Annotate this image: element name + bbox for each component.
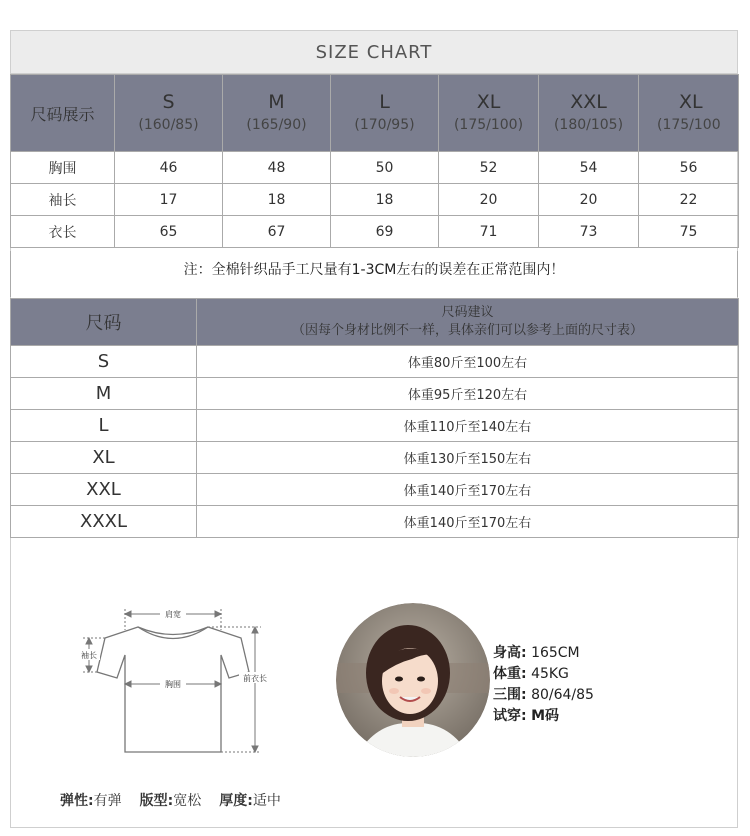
table-cell: 65 [115,216,223,248]
size-header-cell: XL (175/100) [439,75,539,152]
recommend-size-header: 尺码 [11,299,197,346]
table-cell: 69 [331,216,439,248]
advice-cell: 体重80斤至100左右 [197,346,739,378]
table-cell: 20 [439,184,539,216]
model-photo [336,603,490,757]
table-cell: 18 [331,184,439,216]
advice-cell: 体重110斤至140左右 [197,410,739,442]
table-row [11,442,739,474]
size-cell: XXL [11,474,197,506]
length-label: 前衣长 [243,674,267,683]
chest-label: 胸围 [165,680,181,689]
table-cell: 56 [639,152,739,184]
row-label: 胸围 [11,152,115,184]
measurement-note: 注：全棉针织品手工尺量有1-3CM左右的误差在正常范围内！ [10,251,738,297]
table-cell: 73 [539,216,639,248]
elastic-value: 有弹 [93,793,122,809]
table-cell: 20 [539,184,639,216]
elastic-label: 弹性: [60,793,94,809]
row-label: 衣长 [11,216,115,248]
model-try-size: 试穿: M码 [493,708,559,724]
size-table [10,74,739,248]
advice-header-title: 尺码建议 [441,305,494,320]
table-cell: 17 [115,184,223,216]
fit-value: 宽松 [173,793,202,809]
size-table-header [11,75,739,152]
table-cell: 22 [639,184,739,216]
model-measurements: 三围: 80/64/85 [493,687,594,703]
table-row [11,506,739,538]
table-cell: 54 [539,152,639,184]
shoulder-label: 肩宽 [165,610,181,619]
size-header-cell: S (160/85) [115,75,223,152]
tshirt-outline [97,627,249,752]
fabric-attributes [60,790,281,810]
row-label: 袖长 [11,184,115,216]
table-row [11,184,739,216]
thickness-label: 厚度: [219,793,253,809]
size-header-label: 尺码展示 [11,75,115,152]
table-cell: 67 [223,216,331,248]
table-cell: 50 [331,152,439,184]
table-row [11,474,739,506]
size-cell: XXXL [11,506,197,538]
recommend-table [10,298,739,538]
model-weight: 体重: 45KG [493,666,569,682]
advice-cell: 体重95斤至120左右 [197,378,739,410]
table-cell: 75 [639,216,739,248]
tshirt-measure-diagram [75,600,295,760]
model-info [493,643,594,727]
size-cell: XL [11,442,197,474]
size-header-cell: XL (175/100 [639,75,739,152]
model-height: 身高: 165CM [493,645,580,661]
fit-label: 版型: [139,793,174,809]
size-cell: M [11,378,197,410]
advice-cell: 体重140斤至170左右 [197,474,739,506]
page-title: SIZE CHART [10,30,738,74]
table-row [11,216,739,248]
table-row [11,152,739,184]
table-cell: 52 [439,152,539,184]
recommend-table-header [11,299,739,346]
table-row [11,346,739,378]
size-header-cell: L (170/95) [331,75,439,152]
advice-cell: 体重130斤至150左右 [197,442,739,474]
table-cell: 18 [223,184,331,216]
size-cell: L [11,410,197,442]
sleeve-label: 袖长 [81,651,97,660]
size-cell: S [11,346,197,378]
advice-cell: 体重140斤至170左右 [197,506,739,538]
size-header-cell: M (165/90) [223,75,331,152]
table-row [11,410,739,442]
thickness-value: 适中 [252,793,281,809]
advice-header-subtitle: （因每个身材比例不一样，具体亲们可以参考上面的尺寸表） [291,323,643,338]
table-cell: 46 [115,152,223,184]
size-header-cell: XXL (180/105) [539,75,639,152]
table-row [11,378,739,410]
table-cell: 71 [439,216,539,248]
recommend-advice-header [197,299,739,346]
table-cell: 48 [223,152,331,184]
